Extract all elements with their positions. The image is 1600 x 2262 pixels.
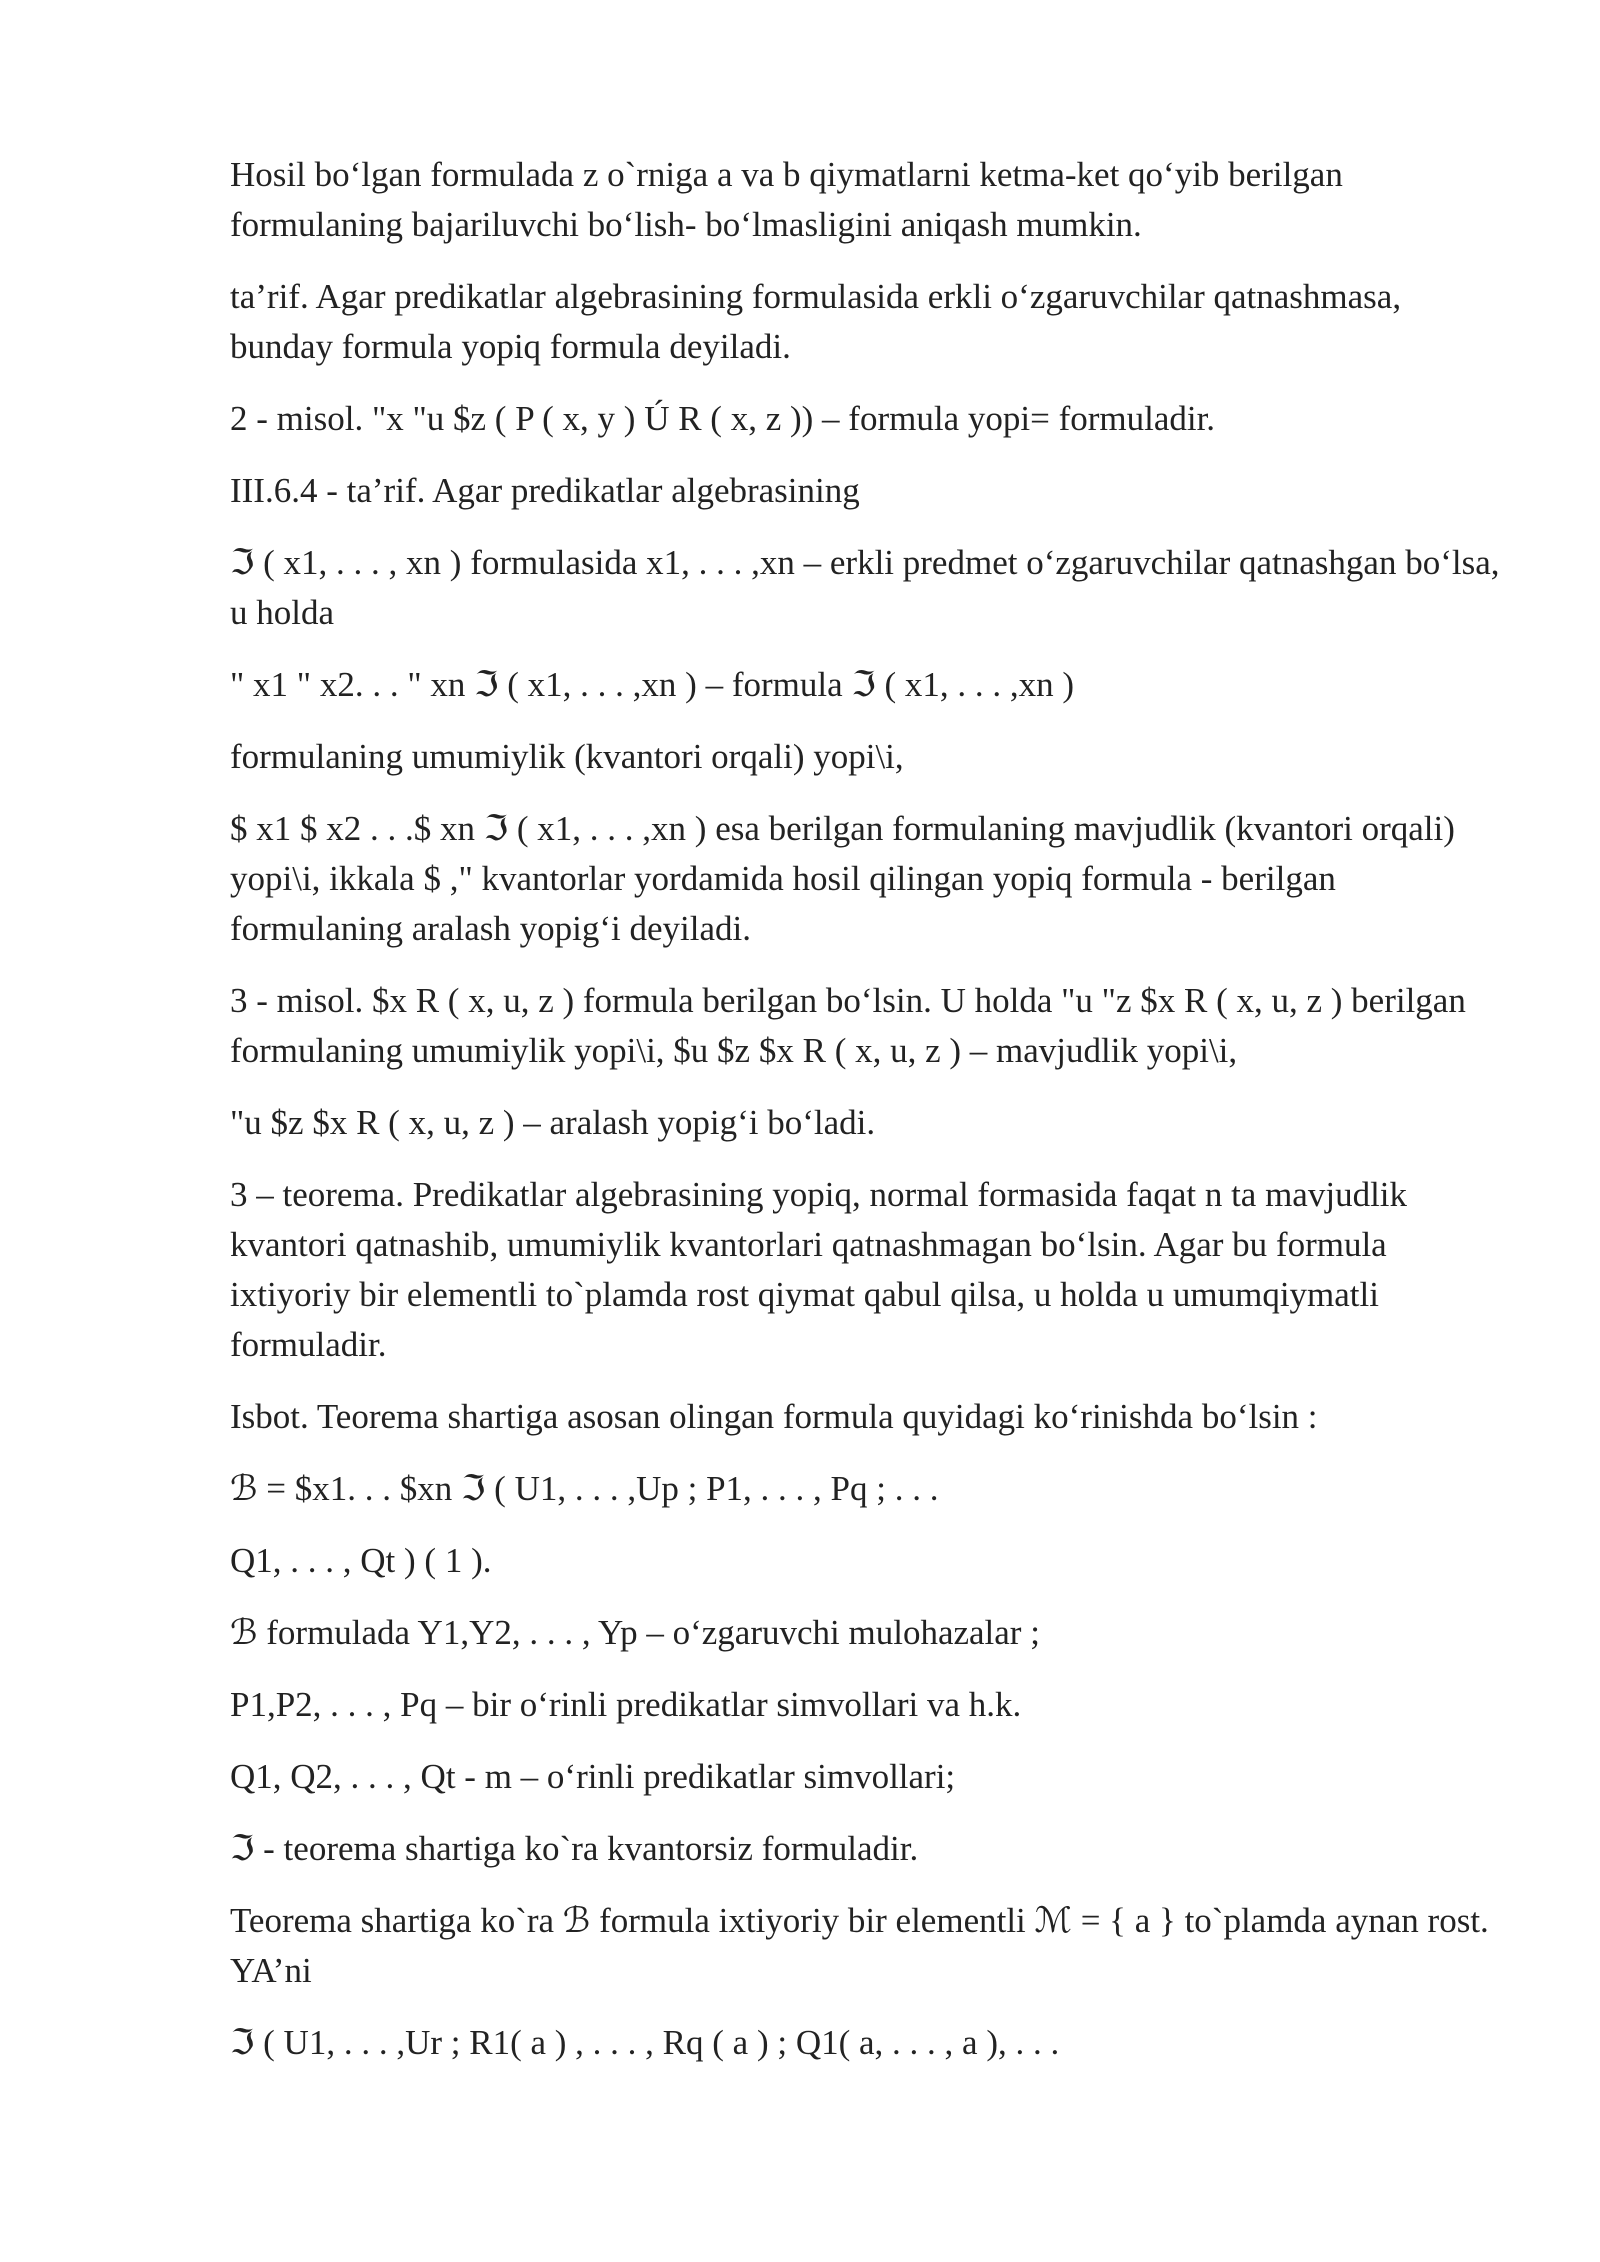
- paragraph-9: 3 - misol. $x R ( x, u, z ) formula berilgan bo‘lsin. U holda "u "z $x R ( x, u, z ) berilgan formulaning umumiylik yopi\i, $u $z $x R ( x, u, z ) – mavjudlik yopi\i,: [230, 981, 1475, 1070]
- paragraph-19: Teorema shartiga ko`ra ℬ formula ixtiyoriy bir elementli ℳ = { a } to`plamda aynan rost. YA’ni: [230, 1901, 1497, 1990]
- paragraph-5: ℑ ( x1, . . . , xn ) formulasida x1, . . . ,xn – erkli predmet o‘zgaruvchilar qatnashgan bo‘lsa, u holda: [230, 543, 1509, 632]
- paragraph-4: III.6.4 - ta’rif. Agar predikatlar algebrasining: [230, 471, 860, 510]
- document-page: [230, 150, 1509, 2090]
- paragraph-15: ℬ formulada Y1,Y2, . . . , Yp – o‘zgaruvchi mulohazalar ;: [230, 1613, 1040, 1652]
- paragraph-18: ℑ - teorema shartiga ko`ra kvantorsiz formuladir.: [230, 1829, 919, 1868]
- paragraph-16: P1,P2, . . . , Pq – bir o‘rinli predikatlar simvollari va h.k.: [230, 1685, 1022, 1724]
- paragraph-8: $ x1 $ x2 . . .$ xn ℑ ( x1, . . . ,xn ) esa berilgan formulaning mavjudlik (kvantori orqali) yopi\i, ikkala $ ," kvantorlar yordamida hosil qilingan yopiq formula - berilgan formulaning aralash yopig‘i deyiladi.: [230, 809, 1464, 948]
- paragraph-10: "u $z $x R ( x, u, z ) – aralash yopig‘i bo‘ladi.: [230, 1103, 876, 1142]
- paragraph-13: ℬ = $x1. . . $xn ℑ ( U1, . . . ,Up ; P1, . . . , Pq ; . . .: [230, 1469, 939, 1508]
- paragraph-11: 3 – teorema. Predikatlar algebrasining yopiq, normal formasida faqat n ta mavjudlik kvantori qatnashib, umumiylik kvantorlari qatnashmagan bo‘lsin. Agar bu formula ixtiyoriy bir elementli to`plamda rost qiymat qabul qilsa, u holda u umumqiymatli formuladir.: [230, 1175, 1416, 1364]
- paragraph-12: Isbot. Teorema shartiga asosan olingan formula quyidagi ko‘rinishda bo‘lsin :: [230, 1397, 1318, 1436]
- paragraph-3: 2 - misol. "x "u $z ( P ( x, y ) Ú R ( x, z )) – formula yopi= formuladir.: [230, 399, 1216, 438]
- paragraph-1: Hosil bo‘lgan formulada z o`rniga a va b qiymatlarni ketma-ket qo‘yib berilgan formulaning bajariluvchi bo‘lish- bo‘lmasligini aniqash mumkin.: [230, 155, 1352, 244]
- paragraph-14: Q1, . . . , Qt ) ( 1 ).: [230, 1541, 492, 1580]
- paragraph-2: ta’rif. Agar predikatlar algebrasining formulasida erkli o‘zgaruvchilar qatnashmasa, bunday formula yopiq formula deyiladi.: [230, 277, 1410, 366]
- paragraph-17: Q1, Q2, . . . , Qt - m – o‘rinli predikatlar simvollari;: [230, 1757, 956, 1796]
- paragraph-7: formulaning umumiylik (kvantori orqali) yopi\i,: [230, 737, 904, 776]
- paragraph-6: " x1 " x2. . . " xn ℑ ( x1, . . . ,xn ) – formula ℑ ( x1, . . . ,xn ): [230, 665, 1075, 704]
- paragraph-20: ℑ ( U1, . . . ,Ur ; R1( a ) , . . . , Rq ( a ) ; Q1( a, . . . , a ), . . .: [230, 2023, 1060, 2062]
